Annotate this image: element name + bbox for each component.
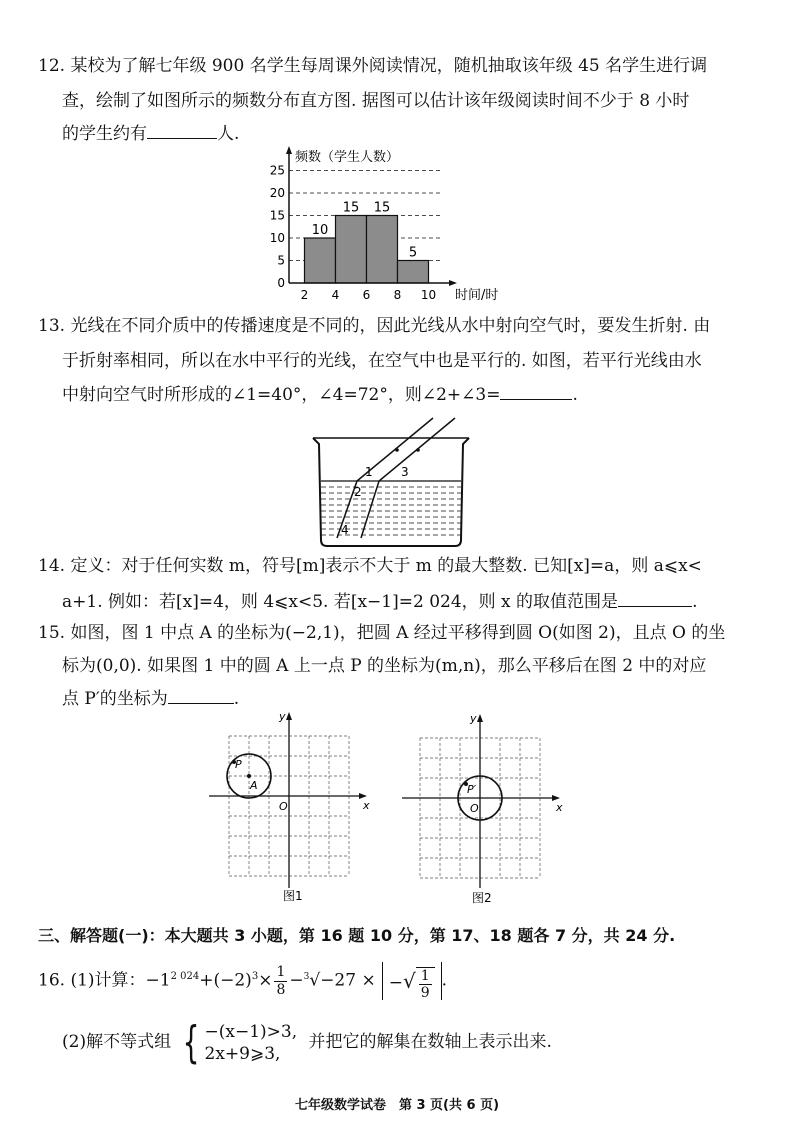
y-label: y [279,710,286,723]
beaker-outline [313,438,469,546]
y-tick-label: 5 [277,253,285,268]
x-label: x [363,799,370,812]
y-label: y [470,712,477,725]
histogram-bar [367,216,398,284]
bar-value-label: 15 [342,200,360,216]
q15-text: 点 P′的坐标为 [62,689,168,709]
page-footer: 七年级数学试卷 第 3 页(共 6 页) [294,1098,500,1113]
cube-root-index: 3 [303,972,310,982]
fraction-denominator: 8 [276,981,286,998]
q12-answer-blank[interactable] [147,122,217,139]
q14-text-end: . [692,592,698,612]
light-rays [337,418,455,538]
q16-period: . [441,970,448,991]
q16-text-a: 16. (1)计算：−1 [38,970,171,991]
y-tick-label: 20 [269,186,285,200]
x-label: x [556,801,563,814]
x-tick-label: 4 [331,288,340,302]
y-axis-arrow [286,712,292,720]
q12-text-end: 人. [217,124,240,144]
abs-minus: − [388,973,403,994]
y-axis-arrow [286,146,292,154]
q16-part2 [62,1016,552,1068]
fraction-denominator: 9 [420,984,430,1001]
q14-line2 [62,590,697,613]
q16-part2-label: (2)解不等式组 [62,1032,172,1052]
q16-part2-text: 并把它的解集在数轴上表示出来. [308,1032,552,1052]
point-p-label: P [235,758,242,771]
origin-label: O [470,802,479,815]
q12-line2: 查，绘制了如图所示的频数分布直方图. 据图可以估计该年级阅读时间不少于 8 小时 [62,91,690,111]
q13-line1: 13. 光线在不同介质中的传播速度是不同的，因此光线从水中射向空气时，要发生折射. 由 [38,316,711,336]
q15-line2: 标为(0,0). 如果图 1 中的圆 A 上一点 P 的坐标为(m,n)，那么平移后在图 2 中的对应 [62,656,707,676]
brace-symbol: { [182,1016,199,1068]
y-axis-arrow [477,714,483,722]
q13-text-end: . [572,385,578,405]
inequality-1: −(x−1)>3, [204,1021,298,1042]
q12-line3 [62,122,239,145]
y-tick-label: 10 [269,231,285,245]
bar-value-label: 10 [311,223,329,238]
q16-exponent-2: 3 [251,971,259,982]
q12-text: 的学生约有 [62,124,147,144]
ray-arrow [395,448,399,452]
q16-times: × [258,970,273,991]
q12-line1: 12. 某校为了解七年级 900 名学生每周课外阅读情况，随机抽取该年级 45 名学生进行调 [38,56,708,76]
q14-line1: 14. 定义：对于任何实数 m，符号[m]表示不大于 m 的最大整数. 已知[x]=a，则 a⩽x< [38,556,702,576]
histogram-bar [336,216,367,284]
q16-exponent: 2 024 [170,971,200,982]
histogram-bar [305,238,336,283]
q16-minus: − [289,970,304,991]
x-tick-label: 2 [300,288,309,302]
coordinate-figure-2 [400,708,575,908]
x-tick-label: 6 [362,288,371,302]
fraction-numerator: 1 [276,963,286,980]
x-axis-arrow [449,280,457,286]
x-axis-label: 时间/时 [455,288,499,303]
origin-label: O [279,800,288,813]
q13-line3 [62,383,578,406]
figure-1-caption: 图1 [283,889,303,903]
q16-part1 [38,955,447,999]
beaker-figure [305,410,480,550]
y-tick-label: 25 [269,163,285,178]
angle-2-label: 2 [354,485,362,499]
ray-arrow [416,448,420,452]
figure-2-caption: 图2 [472,891,492,905]
q13-text: 中射向空气时所形成的∠1=40°，∠4=72°，则∠2+∠3= [62,385,501,405]
q15-text-end: . [233,689,240,709]
point-p-prime-label: P′ [467,783,477,796]
angle-1-label: 1 [365,465,373,479]
q13-answer-blank[interactable] [500,383,572,400]
q16-cube-root: √−27 × [309,970,376,991]
y-tick-label: 0 [277,276,285,290]
q15-answer-blank[interactable] [168,687,234,704]
histogram-bar [398,261,429,284]
bar-value-label: 5 [408,245,418,261]
absolute-value [382,962,442,1000]
q14-text: a+1. 例如：若[x]=4，则 4⩽x<5. 若[x−1]=2 024，则 x 的取值范围是 [62,592,619,612]
point-a [247,774,251,778]
coordinate-figure-1 [205,706,385,906]
inequality-system [177,1016,298,1068]
angle-4-label: 4 [341,523,349,537]
q15-line1: 15. 如图，图 1 中点 A 的坐标为(−2,1)，把圆 A 经过平移得到圆 O(如图 2)，且点 O 的坐 [38,623,726,643]
x-tick-label: 10 [420,288,437,302]
x-tick-label: 8 [393,288,402,302]
section-3-heading: 三、解答题(一)：本大题共 3 小题，第 16 题 10 分，第 17、18 题各 7 分，共 24 分. [38,926,676,945]
angle-3-label: 3 [401,465,409,479]
bar-value-label: 15 [373,200,391,216]
fraction-1-8 [274,964,287,999]
inequality-lines [205,1021,298,1065]
point-a-label: A [250,779,258,792]
inequality-2: 2x+9⩾3, [204,1043,281,1064]
fraction-1-9 [416,967,435,1001]
q13-line2: 于折射率相同，所以在水中平行的光线，在空气中也是平行的. 如图，若平行光线由水 [62,351,702,371]
chart-title: 频数（学生人数） [295,150,400,165]
histogram-chart [265,144,525,306]
q16-text-b: +(−2) [199,970,252,991]
fraction-numerator: 1 [420,967,430,984]
q14-answer-blank[interactable] [618,590,692,607]
sqrt-symbol: √ [402,969,416,994]
y-tick-label: 15 [269,208,285,223]
